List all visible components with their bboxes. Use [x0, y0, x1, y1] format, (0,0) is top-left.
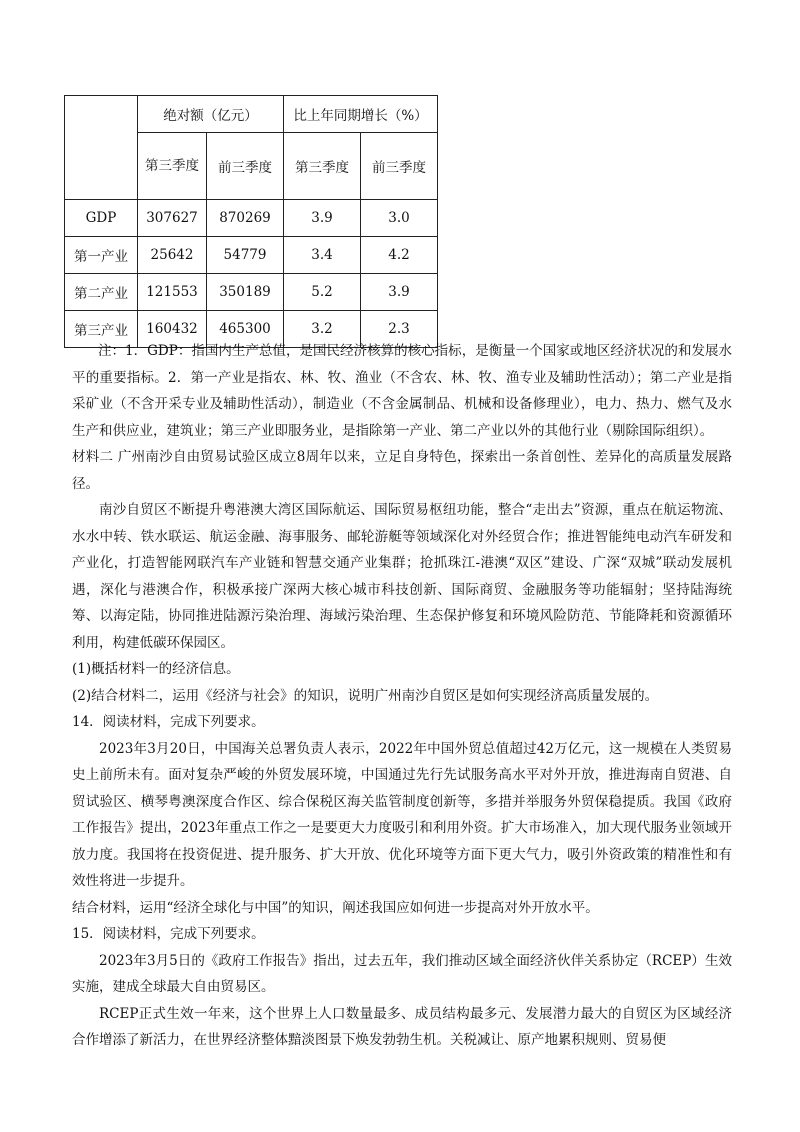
cell-q3: 160432 — [138, 311, 207, 348]
question-2: (2)结合材料二，运用《经济与社会》的知识，说明广州南沙自贸区是如何实现经济高质量发展的。 — [72, 687, 659, 704]
cell-first3: 54779 — [207, 237, 284, 274]
question-14-ask: 结合材料，运用“经济全球化与中国”的知识，阐述我国应如何进一步提高对外开放水平。 — [72, 899, 599, 916]
row-label: 第二产业 — [65, 274, 138, 311]
table-row — [65, 200, 438, 237]
subheader-q3: 第三季度 — [138, 133, 207, 200]
row-label: 第三产业 — [65, 311, 138, 348]
row-label: 第一产业 — [65, 237, 138, 274]
cell-q3-growth: 3.9 — [284, 200, 361, 237]
cell-q3: 307627 — [138, 200, 207, 237]
cell-q3-growth: 3.2 — [284, 311, 361, 348]
cell-first3-growth: 3.0 — [361, 200, 438, 237]
subheader-first3-growth: 前三季度 — [361, 133, 438, 200]
subheader-q3-growth: 第三季度 — [284, 133, 361, 200]
cell-q3: 121553 — [138, 274, 207, 311]
cell-first3-growth: 4.2 — [361, 237, 438, 274]
header-absolute: 绝对额（亿元） — [138, 96, 284, 133]
table-corner-cell — [65, 96, 138, 200]
material2-body: 南沙自贸区不断提升粤港澳大湾区国际航运、国际贸易枢纽功能，整合“走出去”资源，重点在航运物流、水水中转、铁水联运、航运金融、海事服务、邮轮游艇等领域深化对外经贸合作；推进智能纯电动汽车研发和产业化，打造智能网联汽车产业链和智慧交通产业集群；抢抓珠江-港澳“双区”建设、广深“双城”联动发展机遇，深化与港澳合作，积极承接广深两大核心城市科技创新、国际商贸、金融服务等功能辐射；坚持陆海统筹、以海定陆，协同推进陆源污染治理、海域污染治理、生态保护修复和环境风险防范、节能降耗和资源循环利用，构建低碳环保园区。 — [72, 502, 732, 651]
cell-first3: 465300 — [207, 311, 284, 348]
cell-q3-growth: 3.4 — [284, 237, 361, 274]
question-15-body-2: RCEP正式生效一年来，这个世界上人口数量最多、成员结构最多元、发展潜力最大的自贸区为区域经济合作增添了新活力，在世界经济整体黯淡图景下焕发勃勃生机。关税减让、原产地累积规则、贸易便 — [72, 1005, 732, 1048]
question-15-title: 15．阅读材料，完成下列要求。 — [72, 926, 265, 942]
question-1: (1)概括材料一的经济信息。 — [72, 661, 240, 677]
question-15-body-1: 2023年3月5日的《政府工作报告》指出，过去五年，我们推动区域全面经济伙伴关系协定（RCEP）生效实施，建成全球最大自由贸易区。 — [72, 952, 732, 995]
body-text — [72, 338, 732, 1054]
material2-title: 材料二 广州南沙自由贸易试验区成立8周年以来，立足自身特色，探索出一条首创性、差异化的高质量发展路径。 — [72, 449, 732, 492]
cell-first3: 870269 — [207, 200, 284, 237]
question-14-title: 14．阅读材料，完成下列要求。 — [72, 714, 265, 730]
cell-first3-growth: 2.3 — [361, 311, 438, 348]
table-row — [65, 237, 438, 274]
gdp-table — [64, 95, 438, 348]
subheader-first3: 前三季度 — [207, 133, 284, 200]
header-growth: 比上年同期增长（%） — [284, 96, 438, 133]
table-row — [65, 274, 438, 311]
row-label: GDP — [65, 200, 138, 237]
cell-first3: 350189 — [207, 274, 284, 311]
question-14-body: 2023年3月20日，中国海关总署负责人表示，2022年中国外贸总值超过42万亿元，这一规模在人类贸易史上前所未有。面对复杂严峻的外贸发展环境，中国通过先行先试服务高水平对外开放，推进海南自贸港、自贸试验区、横琴粤澳深度合作区、综合保税区海关监管制度创新等，多措并举服务外贸保稳提质。我国《政府工作报告》提出，2023年重点工作之一是要更大力度吸引和利用外资。扩大市场准入，加大现代服务业领域开放力度。我国将在投资促进、提升服务、扩大开放、优化环境等方面下更大气力，吸引外资政策的精准性和有效性将进一步提升。 — [72, 740, 732, 889]
cell-first3-growth: 3.9 — [361, 274, 438, 311]
cell-q3-growth: 5.2 — [284, 274, 361, 311]
cell-q3: 25642 — [138, 237, 207, 274]
table-note: 注：1．GDP：指国内生产总值，是国民经济核算的核心指标，是衡量一个国家或地区经济状况的和发展水平的重要指标。2．第一产业是指农、林、牧、渔业（不含农、林、牧、渔专业及辅助性活动）；第二产业是指采矿业（不含开采专业及辅助性活动），制造业（不含金属制品、机械和设备修理业），电力、热力、燃气及水生产和供应业，建筑业；第三产业即服务业，是指除第一产业、第二产业以外的其他行业（剔除国际组织）。 — [72, 343, 732, 439]
